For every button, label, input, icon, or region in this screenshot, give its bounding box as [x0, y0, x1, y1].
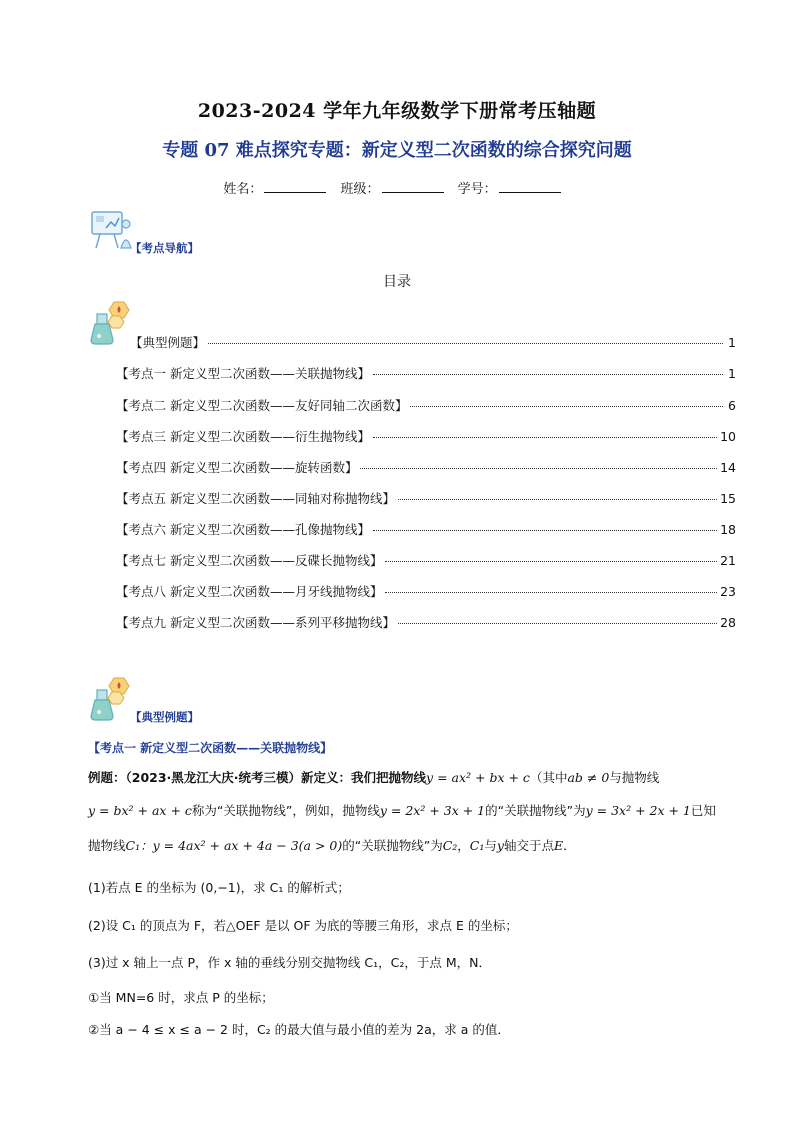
equation: y = ax² + bx + c — [426, 770, 530, 785]
toc-dot-leader — [398, 499, 717, 500]
page-subtitle: 专题 07 难点探究专题：新定义型二次函数的综合探究问题 — [162, 140, 632, 161]
toc-row-page: 28 — [720, 615, 736, 630]
flask-icon-2 — [88, 676, 132, 726]
nav-section-tag: 【考点导航】 — [130, 241, 199, 255]
question-3-part-2: ②当 a − 4 ≤ x ≤ a − 2 时，C₂ 的最大值与最小值的差为 2a，求 a 的值． — [88, 1022, 510, 1037]
name-blank — [264, 180, 326, 193]
toc-title: 目录 — [383, 274, 411, 290]
toc-row-label: 【考点三 新定义型二次函数——衍生抛物线】 — [116, 429, 370, 444]
equation: y = 3x² + 2x + 1 — [585, 803, 691, 818]
symbol: C₁ — [125, 838, 141, 853]
toc-row-label: 【考点五 新定义型二次函数——同轴对称抛物线】 — [116, 491, 395, 506]
equation: ：y = 4ax² + ax + 4a − 3(a > 0) — [140, 838, 343, 853]
example-intro: 例题：（2023·黑龙江大庆·统考三模）新定义：我们把抛物线 — [88, 770, 427, 785]
toc-dot-leader — [373, 374, 723, 375]
toc-dot-leader — [385, 592, 717, 593]
toc-row[interactable] — [116, 582, 736, 600]
question-1: (1)若点 E 的坐标为 (0,−1)，求 C₁ 的解析式； — [88, 880, 350, 895]
text: 与抛物线 — [609, 770, 660, 785]
toc-dot-leader — [398, 623, 717, 624]
toc-row-label: 【考点九 新定义型二次函数——系列平移抛物线】 — [116, 615, 395, 630]
toc-dot-leader — [373, 530, 717, 531]
page-title: 2023-2024 学年九年级数学下册常考压轴题 — [197, 100, 597, 122]
toc-row[interactable] — [116, 458, 736, 476]
toc-row-page: 23 — [720, 584, 736, 599]
example-line-1 — [88, 770, 659, 785]
symbol: C₁ — [469, 838, 485, 853]
text: 抛物线 — [88, 838, 126, 853]
examples-section-tag: 【典型例题】 — [130, 710, 199, 724]
toc-row-page: 15 — [720, 491, 736, 506]
toc-row-label: 【典型例题】 — [130, 335, 206, 350]
id-label: 学号： — [457, 182, 497, 197]
symbol: E — [553, 838, 564, 853]
toc-row-page: 1 — [728, 366, 736, 381]
equation: ab ≠ 0 — [567, 770, 610, 785]
toc-row-page: 10 — [720, 429, 736, 444]
text: ． — [563, 838, 576, 853]
question-3: (3)过 x 轴上一点 P，作 x 轴的垂线分别交抛物线 C₁，C₂，于点 M，N． — [88, 955, 491, 970]
student-info-line — [0, 178, 794, 197]
text: 的“关联抛物线”为 — [485, 803, 586, 818]
text: 轴交于点 — [503, 838, 554, 853]
toc-dot-leader — [385, 561, 717, 562]
text: （其中 — [529, 770, 568, 785]
toc-dot-leader — [373, 437, 717, 438]
name-label: 姓名： — [223, 182, 263, 197]
toc-row[interactable] — [116, 427, 736, 445]
toc-row-label: 【考点二 新定义型二次函数——友好同轴二次函数】 — [116, 398, 408, 413]
toc-dot-leader — [208, 343, 723, 344]
question-2: (2)设 C₁ 的顶点为 F，若△OEF 是以 OF 为底的等腰三角形，求点 E 的坐标； — [88, 918, 518, 933]
toc-row-label: 【考点六 新定义型二次函数——孔像抛物线】 — [116, 522, 370, 537]
toc-row[interactable] — [130, 333, 736, 351]
presentation-board-icon — [88, 208, 134, 256]
toc-row-page: 6 — [728, 398, 736, 413]
toc-row-page: 14 — [720, 460, 736, 475]
toc-row[interactable] — [116, 364, 736, 382]
toc-dot-leader — [360, 468, 717, 469]
text: 称为“关联抛物线”，例如，抛物线 — [191, 803, 380, 818]
toc-row-label: 【考点四 新定义型二次函数——旋转函数】 — [116, 460, 358, 475]
equation: y = bx² + ax + c — [88, 803, 192, 818]
toc-row[interactable] — [116, 396, 736, 414]
toc-row-label: 【考点八 新定义型二次函数——月牙线抛物线】 — [116, 584, 383, 599]
text: 的“关联抛物线”为 — [342, 838, 443, 853]
class-label: 班级： — [340, 182, 380, 197]
toc-row[interactable] — [116, 613, 736, 631]
kp1-heading: 【考点一 新定义型二次函数——关联抛物线】 — [88, 741, 333, 755]
text: 与 — [484, 838, 497, 853]
toc-row[interactable] — [116, 489, 736, 507]
text: 已知 — [690, 803, 716, 818]
text: ， — [457, 838, 470, 853]
symbol: y — [496, 838, 504, 853]
toc-dot-leader — [410, 406, 723, 407]
toc-row-label: 【考点七 新定义型二次函数——反碟长抛物线】 — [116, 553, 383, 568]
symbol: C₂ — [442, 838, 458, 853]
toc-row-page: 18 — [720, 522, 736, 537]
toc-row-page: 1 — [728, 335, 736, 350]
example-line-2 — [88, 803, 716, 818]
toc-row-label: 【考点一 新定义型二次函数——关联抛物线】 — [116, 366, 370, 381]
toc-row[interactable] — [116, 551, 736, 569]
toc-row[interactable] — [116, 520, 736, 538]
question-3-part-1: ①当 MN=6 时，求点 P 的坐标； — [88, 990, 274, 1005]
example-line-3 — [88, 838, 576, 853]
class-blank — [382, 180, 444, 193]
flask-icon — [88, 300, 132, 350]
id-blank — [499, 180, 561, 193]
toc-row-page: 21 — [720, 553, 736, 568]
equation: y = 2x² + 3x + 1 — [379, 803, 486, 818]
